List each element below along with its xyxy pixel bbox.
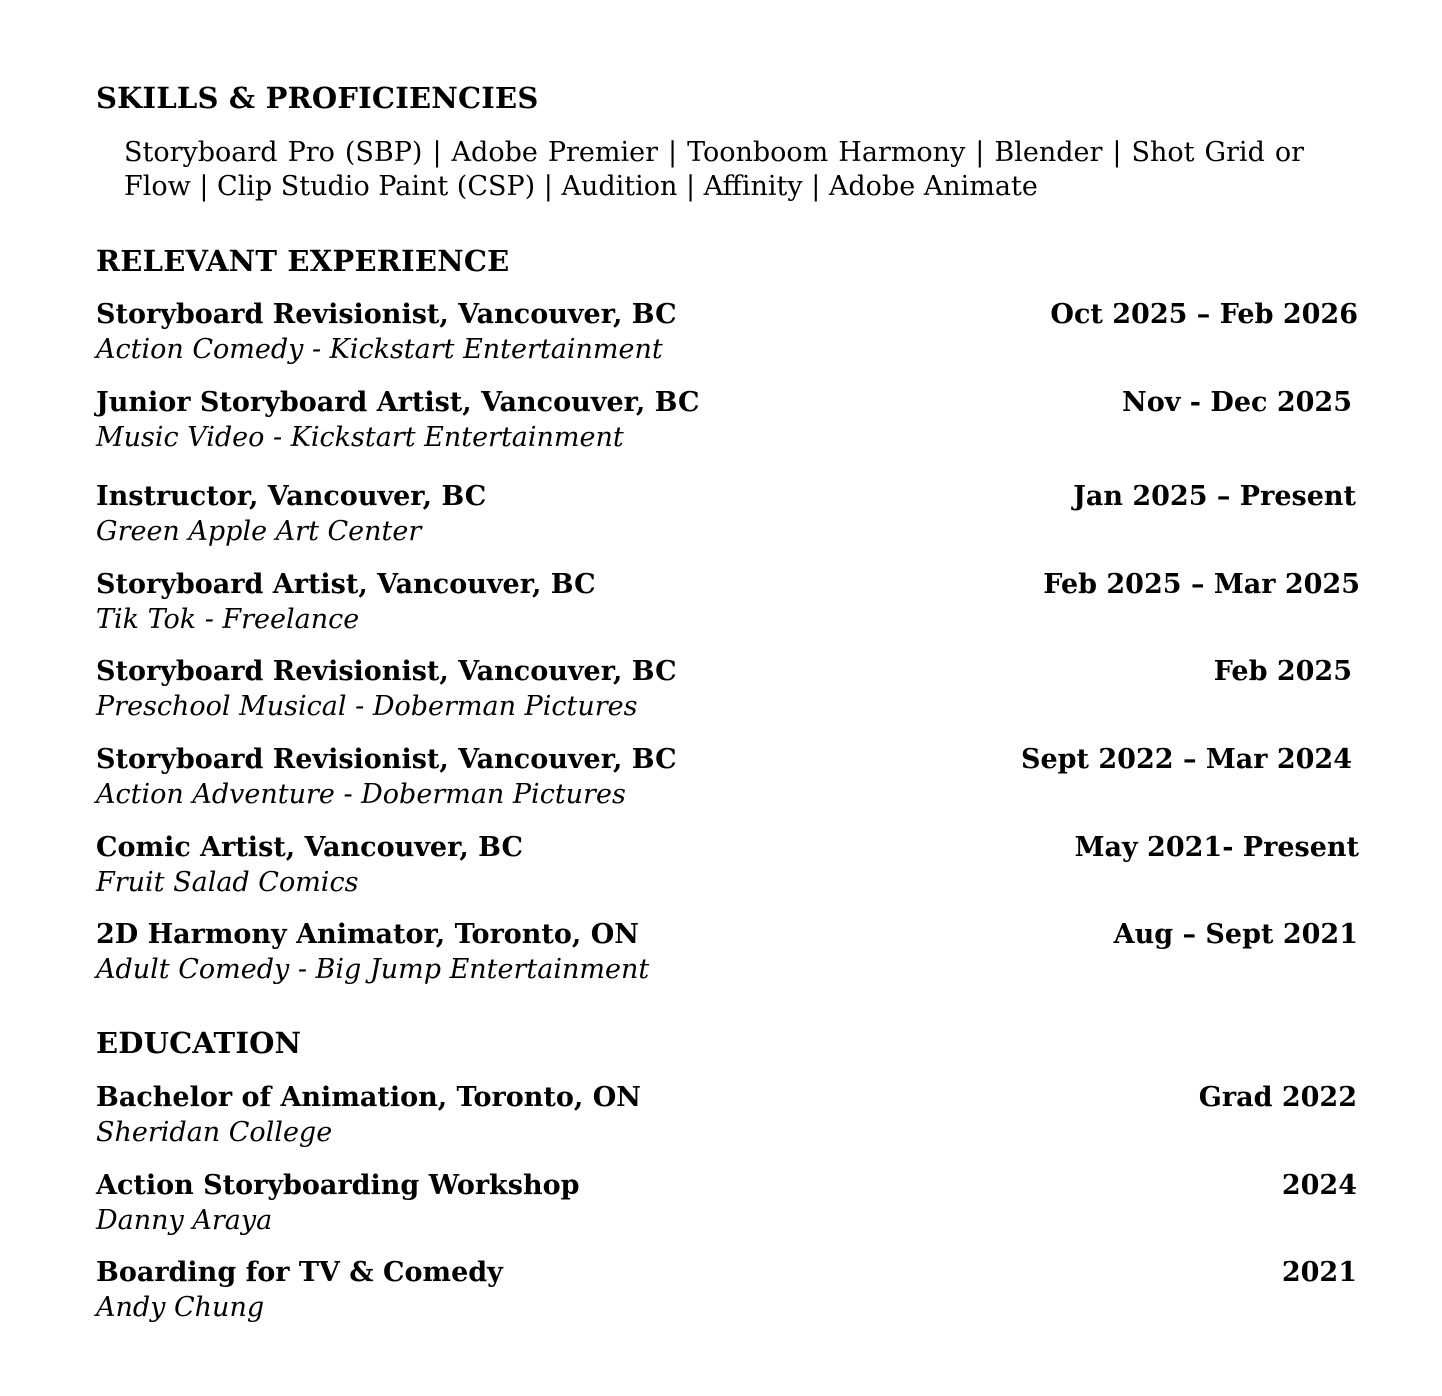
entry-date: 2024	[1281, 1170, 1357, 1201]
experience-heading: RELEVANT EXPERIENCE	[96, 244, 510, 278]
experience-entry	[96, 655, 1352, 727]
entry-date: 2021	[1281, 1257, 1357, 1288]
experience-entry	[96, 918, 1358, 990]
entry-date: Jan 2025 – Present	[1073, 481, 1356, 512]
entry-date: May 2021- Present	[1074, 832, 1359, 863]
entry-date: Aug – Sept 2021	[1113, 919, 1358, 950]
experience-entry	[96, 831, 1359, 903]
experience-entry	[96, 568, 1360, 640]
entry-date: Nov - Dec 2025	[1122, 387, 1352, 418]
entry-date: Feb 2025	[1213, 656, 1352, 687]
entry-date: Feb 2025 – Mar 2025	[1043, 569, 1360, 600]
entry-instructor: Andy Chung	[96, 1292, 265, 1323]
entry-organization: Preschool Musical - Doberman Pictures	[96, 691, 638, 722]
entry-title: Storyboard Revisionist, Vancouver, BC	[96, 656, 677, 687]
experience-entry	[96, 480, 1356, 552]
skills-heading: SKILLS & PROFICIENCIES	[96, 81, 539, 115]
entry-date: Grad 2022	[1198, 1082, 1357, 1113]
entry-title: Bachelor of Animation, Toronto, ON	[96, 1082, 641, 1113]
entry-instructor: Danny Araya	[96, 1205, 273, 1236]
entry-organization: Music Video - Kickstart Entertainment	[96, 422, 624, 453]
entry-institution: Sheridan College	[96, 1117, 333, 1148]
entry-organization: Tik Tok - Freelance	[96, 604, 360, 635]
experience-entry	[96, 743, 1352, 815]
education-heading: EDUCATION	[96, 1026, 302, 1060]
entry-title: Junior Storyboard Artist, Vancouver, BC	[96, 387, 700, 418]
entry-organization: Action Comedy - Kickstart Entertainment	[96, 334, 663, 365]
entry-title: Instructor, Vancouver, BC	[96, 481, 487, 512]
education-entry	[96, 1256, 1357, 1328]
entry-title: Boarding for TV & Comedy	[96, 1257, 503, 1288]
entry-title: Storyboard Revisionist, Vancouver, BC	[96, 744, 677, 775]
education-entry	[96, 1081, 1357, 1153]
entry-organization: Action Adventure - Doberman Pictures	[96, 779, 626, 810]
entry-date: Oct 2025 – Feb 2026	[1050, 299, 1358, 330]
experience-entry	[96, 386, 1352, 458]
entry-title: 2D Harmony Animator, Toronto, ON	[96, 919, 639, 950]
entry-organization: Green Apple Art Center	[96, 516, 422, 547]
skills-list: Storyboard Pro (SBP) | Adobe Premier | Toonboom Harmony | Blender | Shot Grid or Flow | Clip Studio Paint (CSP) | Audition | Affinity | Adobe Animate	[124, 137, 1304, 202]
entry-organization: Adult Comedy - Big Jump Entertainment	[96, 954, 650, 985]
entry-title: Storyboard Artist, Vancouver, BC	[96, 569, 596, 600]
entry-date: Sept 2022 – Mar 2024	[1020, 744, 1352, 775]
entry-title: Action Storyboarding Workshop	[96, 1170, 580, 1201]
experience-entry	[96, 298, 1358, 370]
entry-organization: Fruit Salad Comics	[96, 867, 359, 898]
education-entry	[96, 1169, 1357, 1241]
entry-title: Comic Artist, Vancouver, BC	[96, 832, 523, 863]
entry-title: Storyboard Revisionist, Vancouver, BC	[96, 299, 677, 330]
